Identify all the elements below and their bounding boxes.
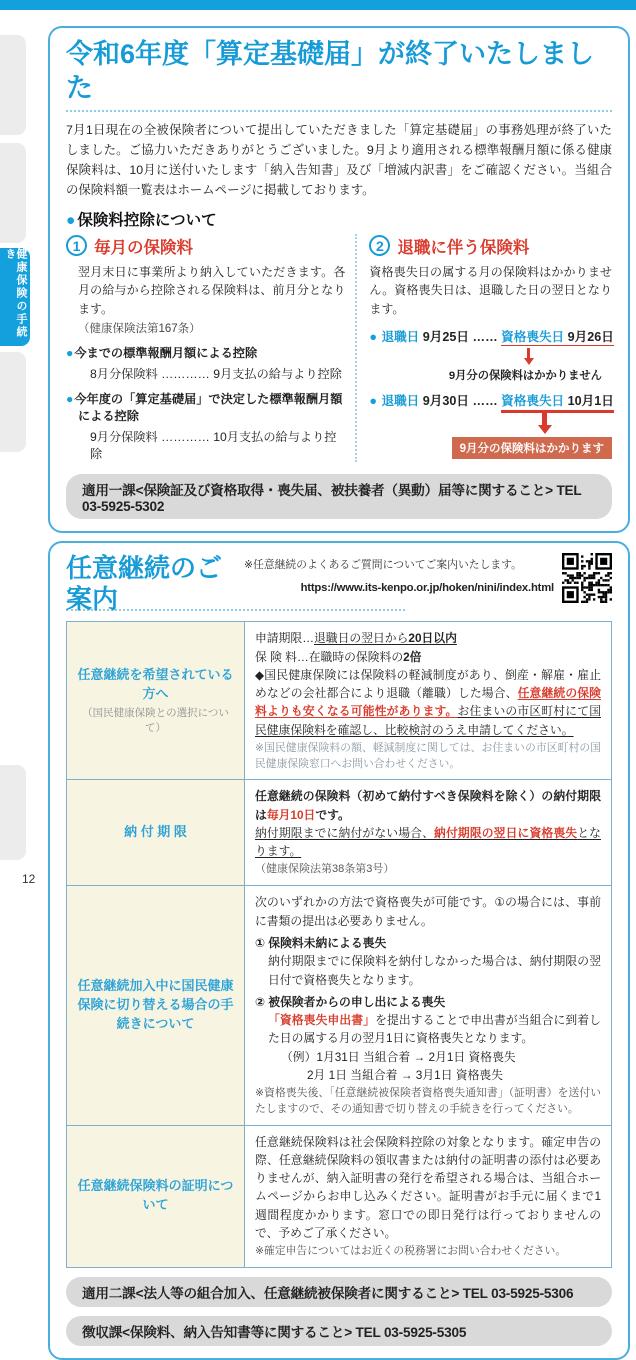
section2-url[interactable]: https://www.its-kenpo.or.jp/hoken/nini/index.html	[300, 581, 554, 594]
loss-form-name: 「資格喪失申出書」	[268, 1013, 376, 1028]
leader-dots: ……	[472, 329, 498, 344]
retire-date-value: 9月25日	[422, 329, 469, 344]
page-number: 12	[22, 872, 36, 886]
down-arrow-icon	[538, 413, 552, 434]
loss-method-1-body: 納付期限までに保険料を納付しなかった場合は、納付期限の翌日付で資格喪失となります。	[268, 954, 601, 987]
tel-bar-tekiyo2: 適用二課<法人等の組合加入、任意継続被保険者に関すること> TEL 03-5925-5306	[66, 1277, 612, 1307]
sidebar-tab-label: 健康保険の手続き	[4, 248, 27, 339]
retire-date-label: 退職日	[381, 393, 420, 408]
circled-number-2: 2	[369, 235, 390, 256]
retirement-premium-body: 資格喪失日の属する月の保険料はかかりません。資格喪失日は、退職した日の翌日となります。	[369, 264, 612, 317]
kokuho-cheaper-warning: 任意継続の保険料よりも安くなる可能性があります。	[255, 686, 601, 719]
loss-method-2-title: ② 被保険者からの申し出による喪失	[255, 994, 446, 1009]
payment-deadline-text: 任意継続の保険料（初めて納付すべき保険料を除く）の納付期限は	[255, 789, 601, 822]
row4-note: ※確定申告についてはお近くの税務署にお問い合わせください。	[255, 1245, 567, 1258]
deduction-bullet-2: ● 今年度の「算定基礎届」で決定した標準報酬月額による控除	[66, 391, 345, 425]
apply-deadline-days: 20日以内	[408, 631, 457, 646]
premium-label: 保 険 料…在職時の保険料の	[255, 649, 404, 664]
loss-on-next-day: 納付期限の翌日に資格喪失	[434, 825, 578, 840]
retirement-premium-column	[355, 234, 612, 462]
sidebar-tab-health-procedures	[0, 248, 30, 346]
table-row	[67, 779, 611, 885]
no-premium-note: 9月分の保険料はかかりません	[448, 369, 602, 382]
sidebar-tab-4	[0, 352, 26, 452]
row2-law: （健康保険法第38条第3号）	[255, 863, 395, 876]
down-arrow-icon	[524, 348, 534, 365]
voluntary-continuation-table	[66, 621, 612, 1268]
apply-deadline-text: 退職日の翌日から	[314, 631, 409, 646]
retire-date-value: 9月30日	[422, 393, 469, 408]
row3-intro: 次のいずれかの方法で資格喪失が可能です。①の場合には、事前に書類の提出は必要ありません。	[255, 895, 601, 928]
deduction-bullet-1: ● 今までの標準報酬月額による控除	[66, 345, 345, 362]
premium-applies-badge: 9月分の保険料はかかります	[452, 437, 612, 459]
loss-method-2-body: を提出することで申出書が当組合に到着した日の属する月の翌月1日に資格喪失となります。	[268, 1013, 601, 1046]
circled-number-1: 1	[66, 235, 87, 256]
table-row	[67, 622, 611, 779]
payment-deadline-suffix: です。	[315, 807, 350, 822]
section1-intro: 7月1日現在の全被保険者について提出していただきました「算定基礎届」の事務処理が終了いたしました。ご協力いただきありがとうございました。9月より適用される標準報酬月額に係る健康保険料は、10月に送付いたします「納入告知書」及び「増減内訳書」をご確認ください。当組合の保険料額一覧表はホームページに掲載しております。	[66, 122, 612, 197]
tel-bar-choshu: 徴収課<保険料、納入告知書等に関すること> TEL 03-5925-5305	[66, 1316, 612, 1346]
sidebar-tab-2	[0, 143, 26, 243]
premium-deduction-subheading: ● 保険料控除について	[66, 208, 612, 230]
row2-header: 納 付 期 限	[124, 824, 187, 840]
loss-method-1-title: ① 保険料未納による喪失	[255, 935, 387, 950]
row1-header-sub: （国民健康保険との選択について）	[82, 706, 229, 734]
monthly-premium-column	[66, 234, 355, 462]
santei-kiso-section	[48, 26, 630, 533]
section1-title: 令和6年度「算定基礎届」が終了いたしました	[66, 39, 595, 103]
section2-note: ※任意継続のよくあるご質問についてご案内いたします。	[244, 558, 522, 571]
section2-title: 任意継続のご案内	[66, 552, 223, 615]
missed-payment-suffix: となります。	[255, 825, 601, 859]
row4-header: 任意継続保険料の証明について	[77, 1178, 234, 1213]
loss-example-1: （例）1月31日 当組合着 → 2月1日 資格喪失	[281, 1049, 516, 1064]
missed-payment-text: 納付期限までに納付がない場合、	[255, 825, 435, 840]
loss-example-2: 2月 1日 当組合着 → 3月1日 資格喪失	[307, 1067, 503, 1082]
row3-note: ※資格喪失後、「任意継続被保険者資格喪失通知書」（証明書）を送付いたしますので、その通知書で切り替えの手続きを行ってください。	[255, 1087, 601, 1115]
premium-multiplier: 2倍	[403, 649, 422, 664]
deduction-line-1: 8月分保険料 ………… 9月支払の給与より控除	[90, 366, 342, 381]
monthly-premium-heading: 毎月の保険料	[94, 238, 193, 257]
row3-header: 任意継続加入中に国民健康保険に切り替える場合の手続きについて	[77, 978, 234, 1031]
row1-note: ※国民健康保険料の額、軽減制度に関しては、お住まいの市区町村の国民健康保険窓口へお問い合わせください。	[255, 741, 601, 770]
tel-bar-tekiyo1: 適用一課<保険証及び資格取得・喪失届、被扶養者（異動）届等に関すること> TEL 03-5925-5302	[66, 474, 612, 519]
retirement-example-1	[369, 326, 612, 345]
kokuho-advice: お住まいの市区町村にて国民健康保険料を確認し、比較検討のうえ申請してください。	[255, 704, 601, 737]
leader-dots: ……	[472, 393, 498, 408]
page-top-accent-bar	[0, 0, 636, 10]
loss-date-label: 資格喪失日	[501, 329, 565, 344]
certificate-body: 任意継続保険料は社会保険料控除の対象となります。確定申告の際、任意継続保険料の領収書または納付の証明書の添付は必要ありませんが、納入証明書の発行を希望される場合は、当組合ホームページからお申し込みください。証明書がお手元に届くまで1週間程度かかります。窓口での即日発行は行っておりませんので、予めご了承ください。	[255, 1134, 601, 1240]
monthly-premium-body: 翌月末日に事業所より納入していただきます。各月の給与から控除される保険料は、前月分となります。	[78, 264, 346, 317]
sidebar-tab-1	[0, 35, 26, 135]
table-row	[67, 1125, 611, 1267]
row1-header: 任意継続を希望されている方へ	[77, 667, 234, 702]
kokuho-info: ◆国民健康保険には保険料の軽減制度があり、倒産・解雇・雇止めなどの会社都合により退職（離職）した場合、	[255, 667, 601, 701]
loss-date-value: 10月1日	[567, 393, 614, 408]
voluntary-continuation-section	[48, 541, 630, 1360]
loss-date-label: 資格喪失日	[501, 393, 565, 408]
law-reference: （健康保険法第167条）	[78, 322, 201, 335]
deduction-line-2: 9月分保険料 ………… 10月支払の給与より控除	[90, 429, 337, 461]
sidebar-tab-5	[0, 765, 26, 860]
qr-code-icon	[562, 553, 612, 603]
apply-deadline-label: 申請期限…	[255, 631, 314, 646]
table-row	[67, 885, 611, 1124]
retire-date-label: 退職日	[381, 329, 420, 344]
title-divider	[66, 110, 612, 112]
retirement-premium-heading: 退職に伴う保険料	[397, 238, 530, 257]
retirement-example-2	[369, 390, 612, 409]
payment-deadline-day: 毎月10日	[266, 807, 316, 822]
loss-date-value: 9月26日	[567, 329, 614, 344]
